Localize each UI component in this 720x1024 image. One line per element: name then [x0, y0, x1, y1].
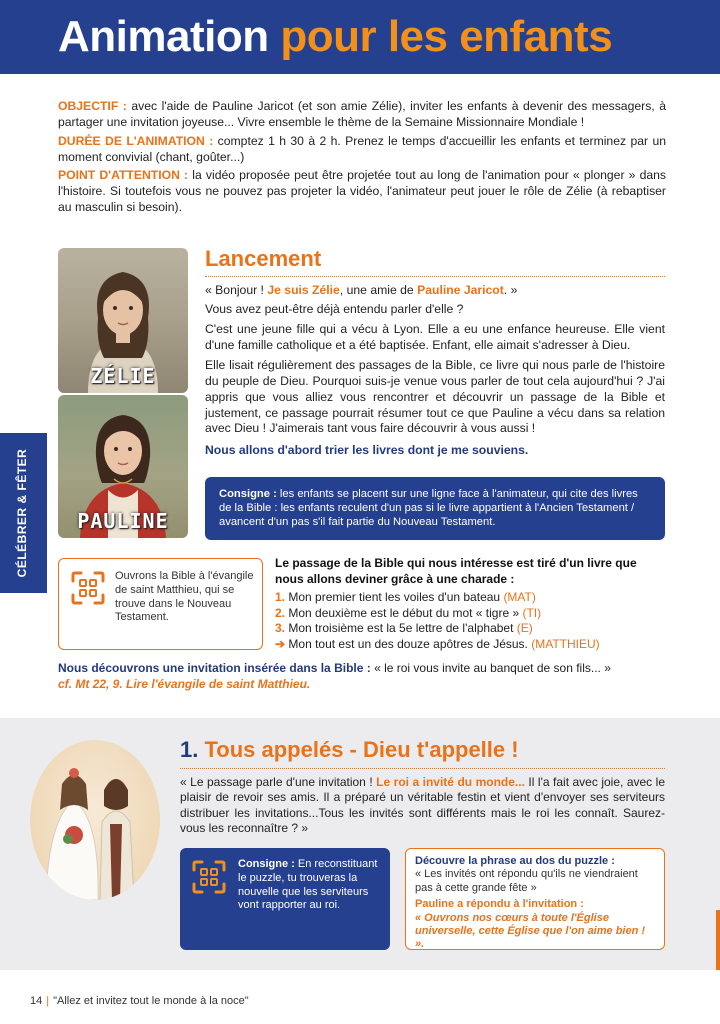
greeting-part-a: « Bonjour !: [205, 282, 268, 297]
launch-paragraph-3: C'est une jeune fille qui a vécu à Lyon. Elle a eu une enfance heureuse. Elle vient d'une famille catholique et a été baptisée. Enfant, elle aimait s'adresser à Dieu.: [205, 322, 665, 353]
charade-answer: (MATTHIEU): [531, 636, 600, 651]
intro-block: [58, 99, 666, 219]
launch-paragraph-4: Elle lisait régulièrement des passages de la Bible, ce livre qui nous parle de l'histoire du peuple de Dieu. Pourquoi suis-je venue vous parler de tout cela aujourd'hui ? J'ai appris que vous alliez vous rencontrer et découvrir un passage de la Bible et justement, ce passage pourrait résumer tout ce que Pauline a vécu dans sa relation avec Dieu ! J'aimerais tant vous faire découvrir à vous aussi !: [205, 358, 665, 436]
charade-num: 3.: [275, 621, 286, 636]
charade-line: [275, 621, 667, 637]
invitation-lead: Nous découvrons une invitation insérée dans la Bible :: [58, 661, 371, 675]
launch-section: [205, 245, 665, 463]
charade-num: 2.: [275, 605, 286, 620]
pauline-portrait: [58, 395, 188, 538]
objectif-label: OBJECTIF :: [58, 99, 127, 113]
duree-text: comptez 1 h 30 à 2 h. Prenez le temps d'accueillir les enfants et terminez par un moment convivial (chant, goûter...): [58, 133, 666, 164]
invitation-reference: cf. Mt 22, 9. Lire l'évangile de saint Matthieu.: [58, 676, 311, 691]
consigne-1-text: les enfants se placent sur une ligne face à l'animateur, qui cite des livres de la Bible : les enfants reculent d'un pas si le livre appartient à l'Ancien Testament / avancent d'un pas s'il fait partie du Nouveau Testament.: [219, 488, 638, 528]
called-title-text: Tous appelés - Dieu t'appelle !: [198, 737, 519, 762]
zelie-name: ZÉLIE: [90, 364, 156, 388]
charade-line: [275, 637, 667, 653]
attention-paragraph: [58, 168, 666, 216]
title-part-2: pour les enfants: [280, 12, 613, 61]
called-part-a: « Le passage parle d'une invitation !: [180, 774, 377, 789]
launch-title: Lancement: [205, 245, 665, 277]
charade-line: [275, 590, 667, 606]
attention-label: POINT D'ATTENTION :: [58, 168, 189, 183]
zelie-portrait: [58, 248, 188, 393]
charade-arrow-icon: ➔: [275, 636, 286, 651]
consigne-box-1: [205, 477, 665, 540]
charade-answer: (TI): [522, 605, 542, 620]
launch-paragraph-2: Vous avez peut-être déjà entendu parler d'elle ?: [205, 302, 464, 317]
bible-icon-box: [58, 558, 263, 650]
bible-icon-box-text: Ouvrons la Bible à l'évangile de saint Matthieu, qui se trouve dans le Nouveau Testament.: [115, 570, 254, 624]
page-number: 14: [30, 995, 43, 1007]
invitation-block: [58, 661, 668, 692]
greeting-part-b: Je suis Zélie: [267, 282, 340, 297]
charade-num: 1.: [275, 590, 286, 605]
greeting-part-e: . »: [503, 282, 518, 297]
consigne-2-text-block: [238, 858, 378, 913]
discover-title: Découvre la phrase au dos du puzzle :: [415, 855, 615, 867]
charade-heading: Le passage de la Bible qui nous intéresse est tiré d'un livre que nous allons deviner grâce à une charade :: [275, 556, 637, 586]
duree-label: DURÉE DE L'ANIMATION :: [58, 133, 214, 148]
charade-text: Mon troisième est la 5e lettre de l'alphabet: [285, 621, 517, 636]
wedding-illustration: [30, 740, 160, 900]
attention-text: la vidéo proposée peut être projetée tout au long de l'animation pour « plonger » dans l'histoire. Si toutefois vous ne pouvez pas projeter la vidéo, l'animateur peut jouer le rôle de Zélie (à rebaptiser au masculin si besoin).: [58, 168, 667, 215]
charade-line: [275, 606, 667, 622]
called-number: 1.: [180, 737, 199, 762]
greeting-part-c: , une amie de: [339, 282, 418, 297]
consigne-2-label: Consigne :: [238, 858, 295, 870]
called-part-c: Il l'a fait avec joie, avec le plaisir de revoir ses amis. Il a préparé un véritable festin et vient d'envoyer ses serviteurs distribuer les invitations...Tous les invités sont différents mais le roi les connaît. Saurez-vous les reconnaître ? »: [180, 774, 666, 836]
invitation-text: « le roi vous invite au banquet de son fils... »: [370, 661, 611, 675]
charade-answer: (E): [516, 621, 533, 636]
greeting-part-d: Pauline Jaricot: [417, 282, 504, 297]
called-paragraph: [180, 775, 665, 837]
invitation-line: [58, 661, 668, 677]
pauline-name: PAULINE: [77, 509, 169, 533]
charade-text: Mon deuxième est le début du mot « tigre »: [285, 605, 523, 620]
footer-separator: |: [46, 995, 50, 1007]
page-header: [0, 0, 720, 74]
called-section: [180, 736, 665, 837]
scan-frame-icon: [71, 571, 105, 605]
launch-paragraph-5: Nous allons d'abord trier les livres dont je me souviens.: [205, 443, 529, 458]
charade-answer: (MAT): [503, 590, 536, 605]
discover-title-2: Pauline a répondu à l'invitation :: [415, 898, 584, 911]
discover-answer: « Ouvrons nos cœurs à toute l'Église universelle, cette Église que l'on aime bien ! ».: [415, 911, 646, 951]
charade-text: Mon premier tient les voiles d'un bateau: [285, 590, 504, 605]
page-title: [58, 8, 612, 65]
objectif-paragraph: [58, 99, 666, 131]
consigne-2-text: En reconstituant le puzzle, tu trouveras la nouvelle que les serviteurs vont rapporter au roi.: [238, 858, 378, 912]
side-tab-label: CÉLÉBRER & FÊTER: [15, 448, 30, 578]
duree-paragraph: [58, 134, 666, 166]
consigne-1-label: Consigne :: [219, 488, 277, 500]
title-part-1: Animation: [58, 12, 269, 61]
charade-block: [275, 556, 667, 653]
scan-frame-icon: [192, 860, 226, 894]
discover-quote: « Les invités ont répondu qu'ils ne viendraient pas à cette grande fête »: [415, 868, 638, 894]
discover-box: [405, 848, 665, 950]
consigne-box-2: [180, 848, 390, 950]
bride-groom-illustration: [30, 740, 160, 900]
called-title: [180, 736, 665, 769]
called-part-b: Le roi a invité du monde...: [376, 774, 525, 789]
right-edge-accent: [716, 910, 720, 970]
charade-text: Mon tout est un des douze apôtres de Jésus.: [285, 636, 532, 651]
section-side-tab: [0, 433, 47, 593]
launch-greeting: [205, 283, 665, 299]
objectif-text: avec l'aide de Pauline Jaricot (et son amie Zélie), inviter les enfants à devenir des messagers, à partager une invitation joyeuse... Vivre ensemble le thème de la Semaine Missionnaire Mondiale !: [58, 99, 666, 129]
footer-text: "Allez et invitez tout le monde à la noce": [53, 995, 249, 1007]
page-footer: [30, 994, 249, 1008]
